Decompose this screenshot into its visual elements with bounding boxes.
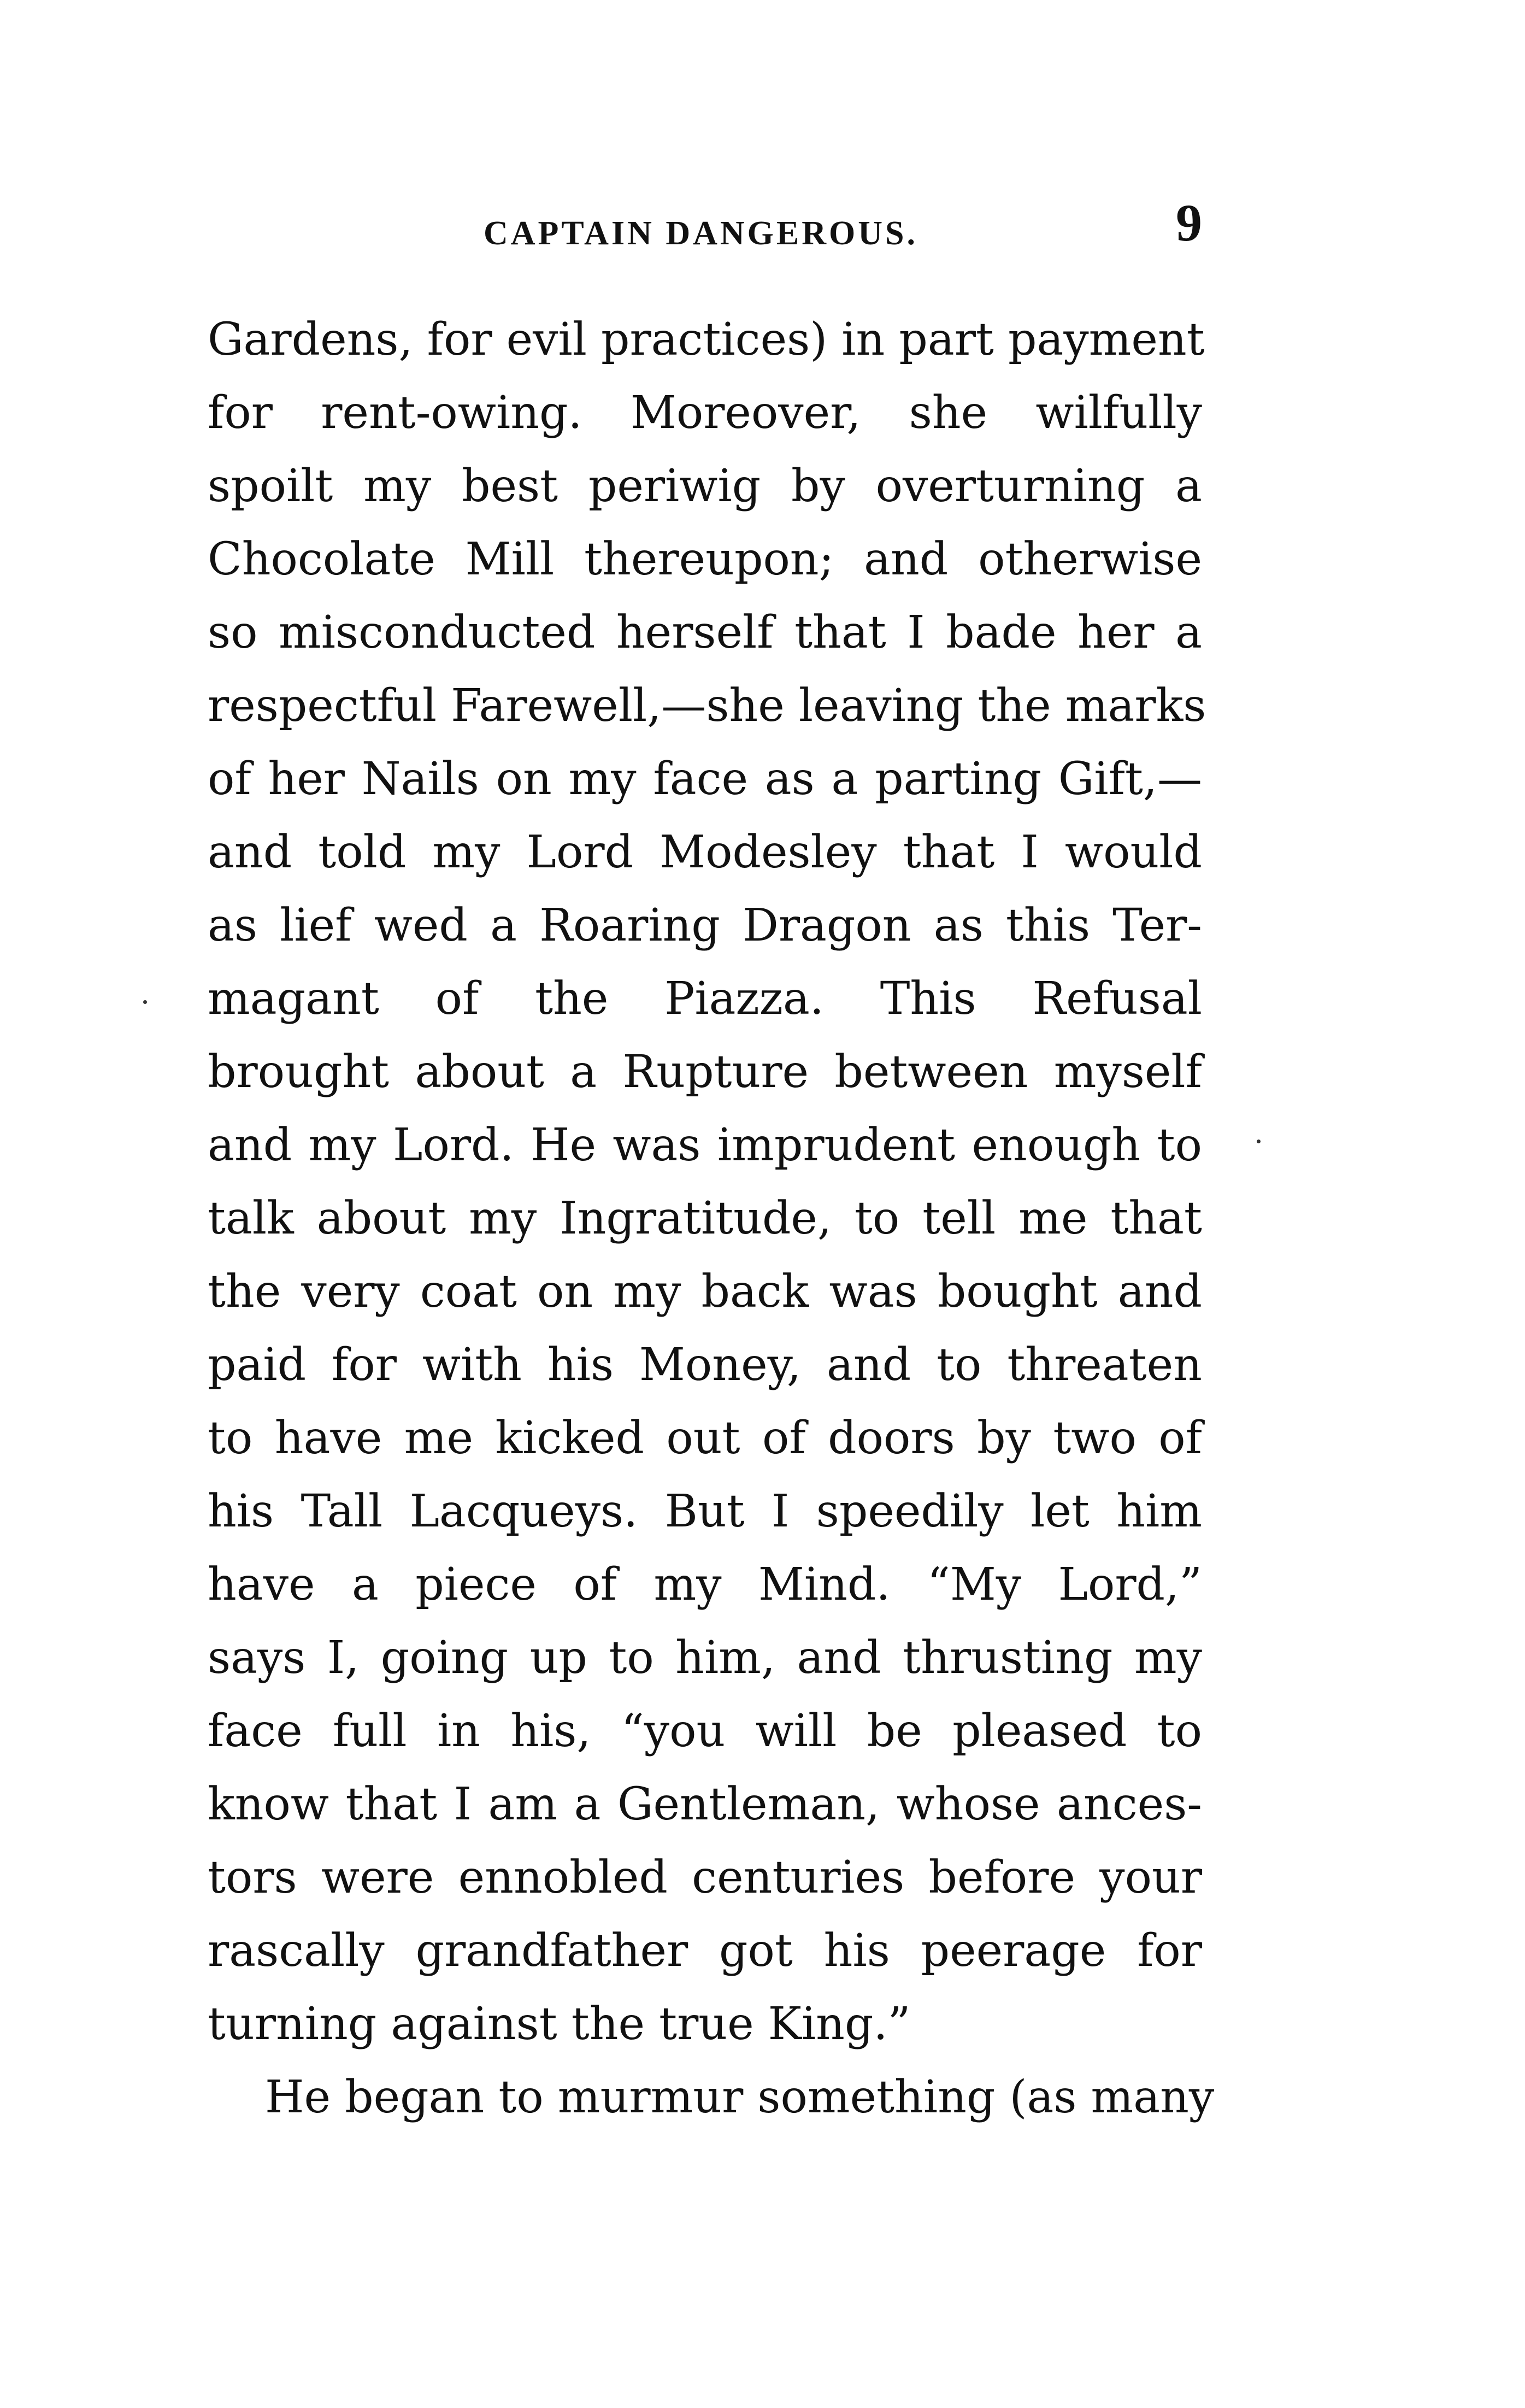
text-line: to have me kicked out of doors by two of (208, 1412, 1202, 1464)
paragraph-end-line: turning against the true King.” (208, 1998, 911, 2050)
text-line: for rent-owing. Moreover, she wilfully (208, 387, 1202, 439)
print-speck (1257, 1140, 1261, 1143)
text-line: know that I am a Gentleman, whose ances- (208, 1778, 1202, 1830)
text-line: respectful Farewell,—she leaving the marks (208, 680, 1206, 732)
page-header (208, 193, 1202, 262)
text-line: paid for with his Money, and to threaten (208, 1339, 1202, 1391)
text-line: spoilt my best periwig by overturning a (208, 460, 1202, 512)
text-line: have a piece of my Mind. “My Lord,” (208, 1559, 1202, 1611)
text-line: talk about my Ingratitude, to tell me that (208, 1193, 1202, 1244)
page-number: 9 (1176, 193, 1202, 252)
text-line: and told my Lord Modesley that I would (208, 826, 1202, 878)
text-line: magant of the Piazza. This Refusal (208, 973, 1202, 1025)
text-line: so misconducted herself that I bade her a (208, 607, 1202, 659)
text-line: of her Nails on my face as a parting Gift,— (208, 753, 1202, 805)
text-line: says I, going up to him, and thrusting my (208, 1632, 1202, 1684)
text-line: tors were ennobled centuries before your (208, 1852, 1202, 1904)
text-line: face full in his, “you will be pleased to (208, 1705, 1202, 1757)
text-line: and my Lord. He was imprudent enough to (208, 1119, 1202, 1171)
text-line: the very coat on my back was bought and (208, 1266, 1202, 1318)
text-line: as lief wed a Roaring Dragon as this Ter- (208, 900, 1202, 952)
text-line: his Tall Lacqueys. But I speedily let him (208, 1485, 1202, 1537)
text-line: rascally grandfather got his peerage for (208, 1925, 1202, 1977)
text-line: Chocolate Mill thereupon; and otherwise (208, 533, 1202, 585)
body-text (208, 303, 1215, 2134)
paragraph-start-line: He began to murmur something (as many (265, 2071, 1215, 2123)
print-speck (143, 1000, 147, 1004)
text-line: brought about a Rupture between myself (208, 1046, 1202, 1098)
running-title: CAPTAIN DANGEROUS. (484, 215, 918, 252)
text-line: Gardens, for evil practices) in part payment (208, 314, 1205, 366)
